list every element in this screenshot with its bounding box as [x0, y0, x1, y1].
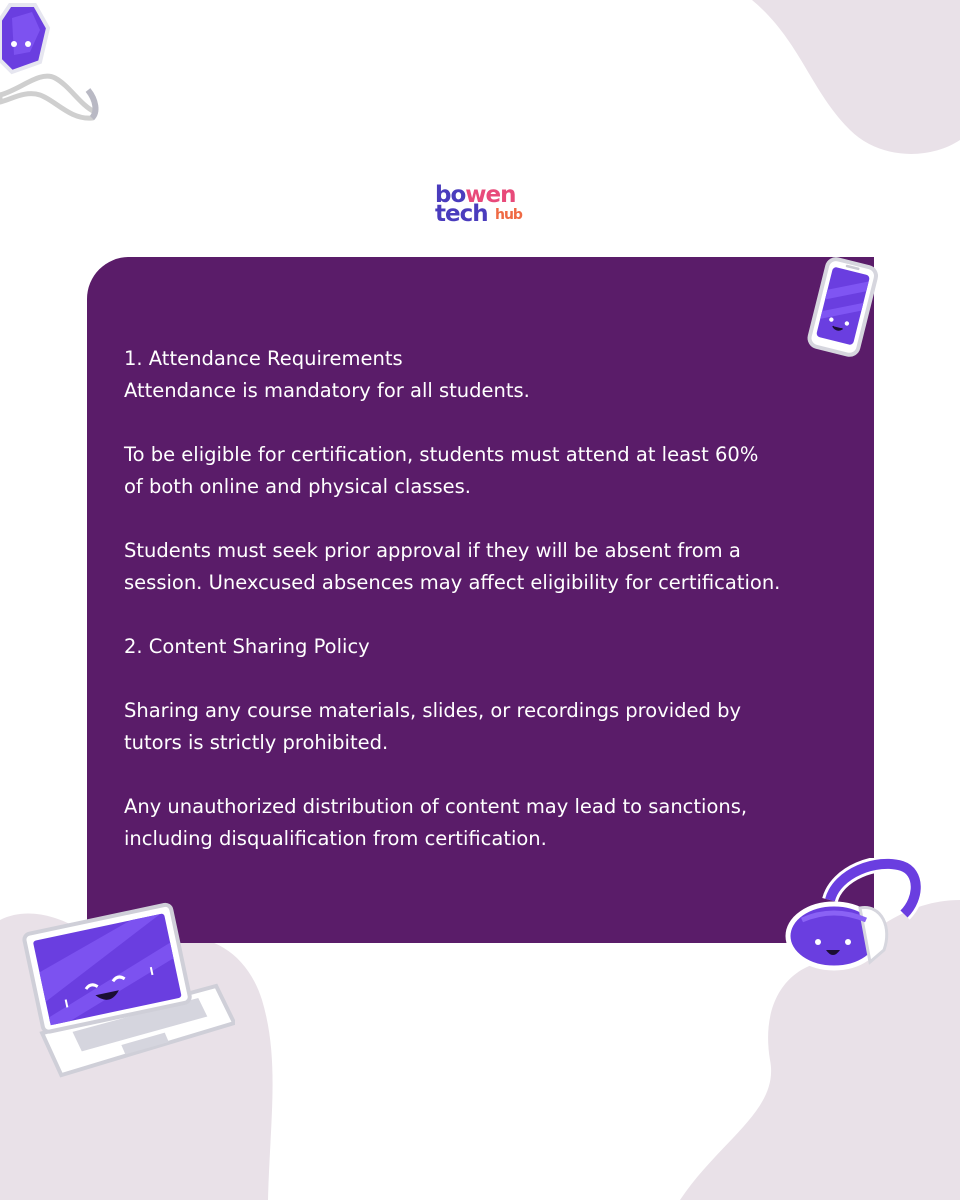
bowen-tech-hub-logo	[430, 184, 530, 230]
laptop-icon	[15, 895, 235, 1085]
attendance-heading: 1. Attendance Requirements	[124, 347, 403, 370]
vr-controller-icon	[0, 0, 100, 125]
logo-bo: bo	[435, 182, 466, 208]
sanctions-text: Any unauthorized distribution of content may lead to sanctions, including disqualification from certification.	[124, 795, 748, 850]
phone-icon	[798, 254, 888, 359]
logo-line3: hub	[495, 207, 522, 223]
attendance-mandatory-text: Attendance is mandatory for all students.	[124, 379, 530, 402]
sharing-prohibited-text: Sharing any course materials, slides, or recordings provided by tutors is strictly prohibited.	[124, 699, 742, 754]
content-sharing-heading: 2. Content Sharing Policy	[124, 635, 370, 658]
policy-content	[124, 343, 854, 855]
top-right-blob	[752, 0, 960, 154]
logo-wen: wen	[465, 182, 516, 208]
logo-line2: tech	[435, 201, 488, 227]
absence-approval-text: Students must seek prior approval if they will be absent from a session. Unexcused absences may affect eligibility for certification.	[124, 539, 781, 594]
eligibility-text: To be eligible for certification, students must attend at least 60% of both online and physical classes.	[124, 443, 759, 498]
vr-headset-icon	[782, 858, 922, 973]
